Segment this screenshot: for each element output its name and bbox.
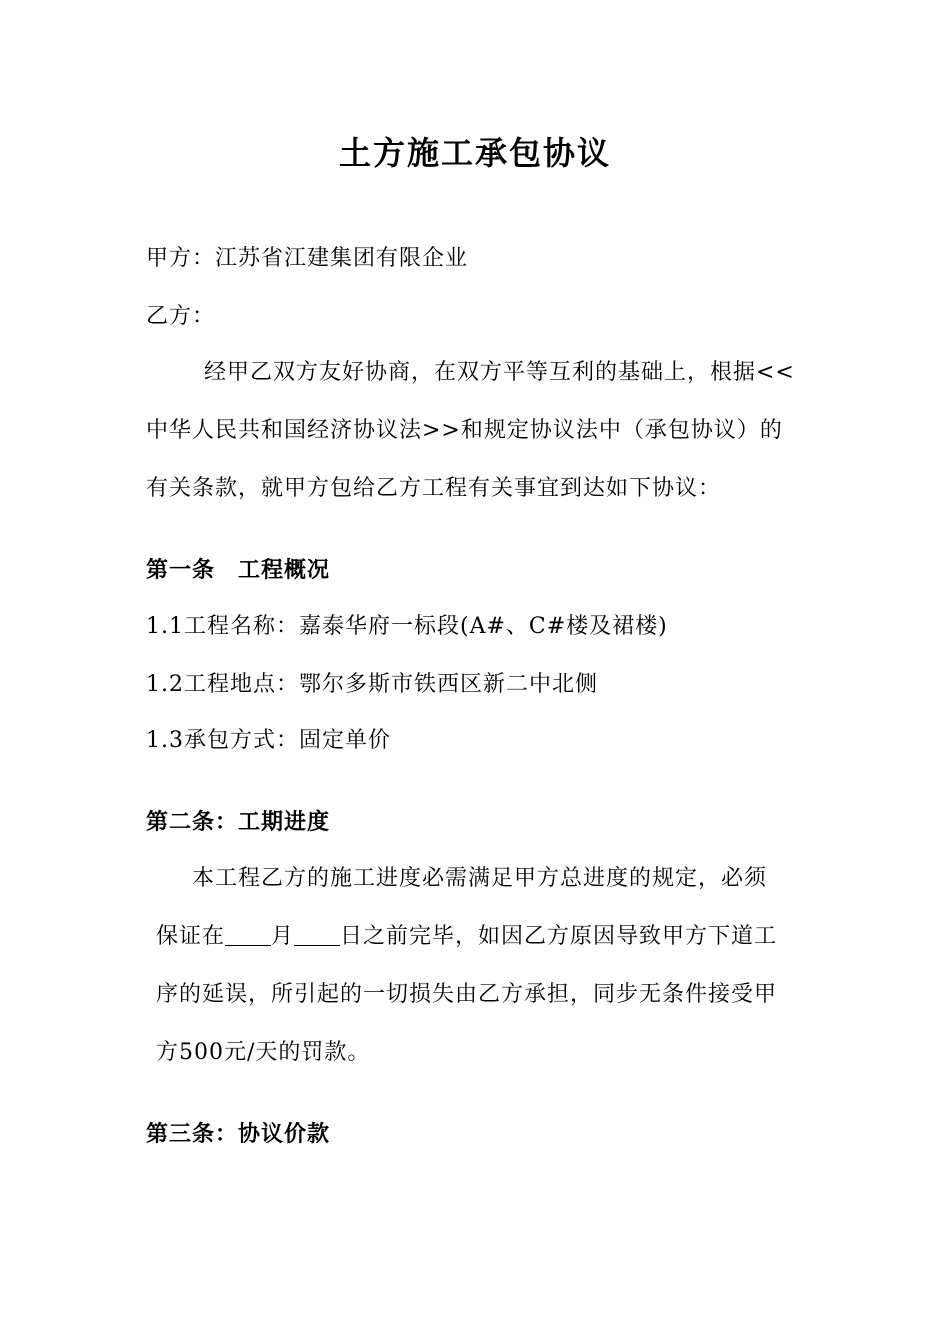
section-1-heading: 第一条 工程概况 bbox=[146, 558, 331, 583]
section-2-heading: 第二条：工期进度 bbox=[146, 810, 331, 835]
section-2-para-line-3: 序的延误，所引起的一切损失由乙方承担，同步无条件接受甲 bbox=[156, 982, 778, 1007]
section-3-heading: 第三条：协议价款 bbox=[146, 1122, 331, 1147]
intro-line-1: 经甲乙双方友好协商，在双方平等互利的基础上，根据<< bbox=[204, 360, 795, 385]
section-2-para-line-1: 本工程乙方的施工进度必需满足甲方总进度的规定，必须 bbox=[192, 866, 768, 891]
month-label: 月 bbox=[271, 924, 295, 949]
party-b: 乙方： bbox=[146, 304, 216, 329]
intro-line-3: 有关条款，就甲方包给乙方工程有关事宜到达如下协议： bbox=[146, 476, 722, 501]
section-1-item-2: 1.2工程地点：鄂尔多斯市铁西区新二中北侧 bbox=[146, 672, 598, 697]
section-1-item-3: 1.3承包方式：固定单价 bbox=[146, 728, 391, 753]
deadline-suffix: 日之前完毕，如因乙方原因导致甲方下道工 bbox=[340, 924, 778, 949]
day-blank bbox=[294, 923, 340, 946]
document-title: 土方施工承包协议 bbox=[338, 134, 611, 172]
section-1-item-1: 1.1工程名称：嘉泰华府一标段(A#、C#楼及裙楼) bbox=[146, 614, 668, 639]
intro-line-2: 中华人民共和国经济协议法>>和规定协议法中（承包协议）的 bbox=[146, 418, 783, 443]
deadline-prefix: 保证在 bbox=[156, 924, 226, 949]
month-blank bbox=[225, 923, 271, 946]
party-a: 甲方：江苏省江建集团有限企业 bbox=[146, 246, 469, 271]
section-2-para-line-2 bbox=[156, 922, 777, 952]
section-2-para-line-4: 方500元/天的罚款。 bbox=[156, 1040, 371, 1065]
